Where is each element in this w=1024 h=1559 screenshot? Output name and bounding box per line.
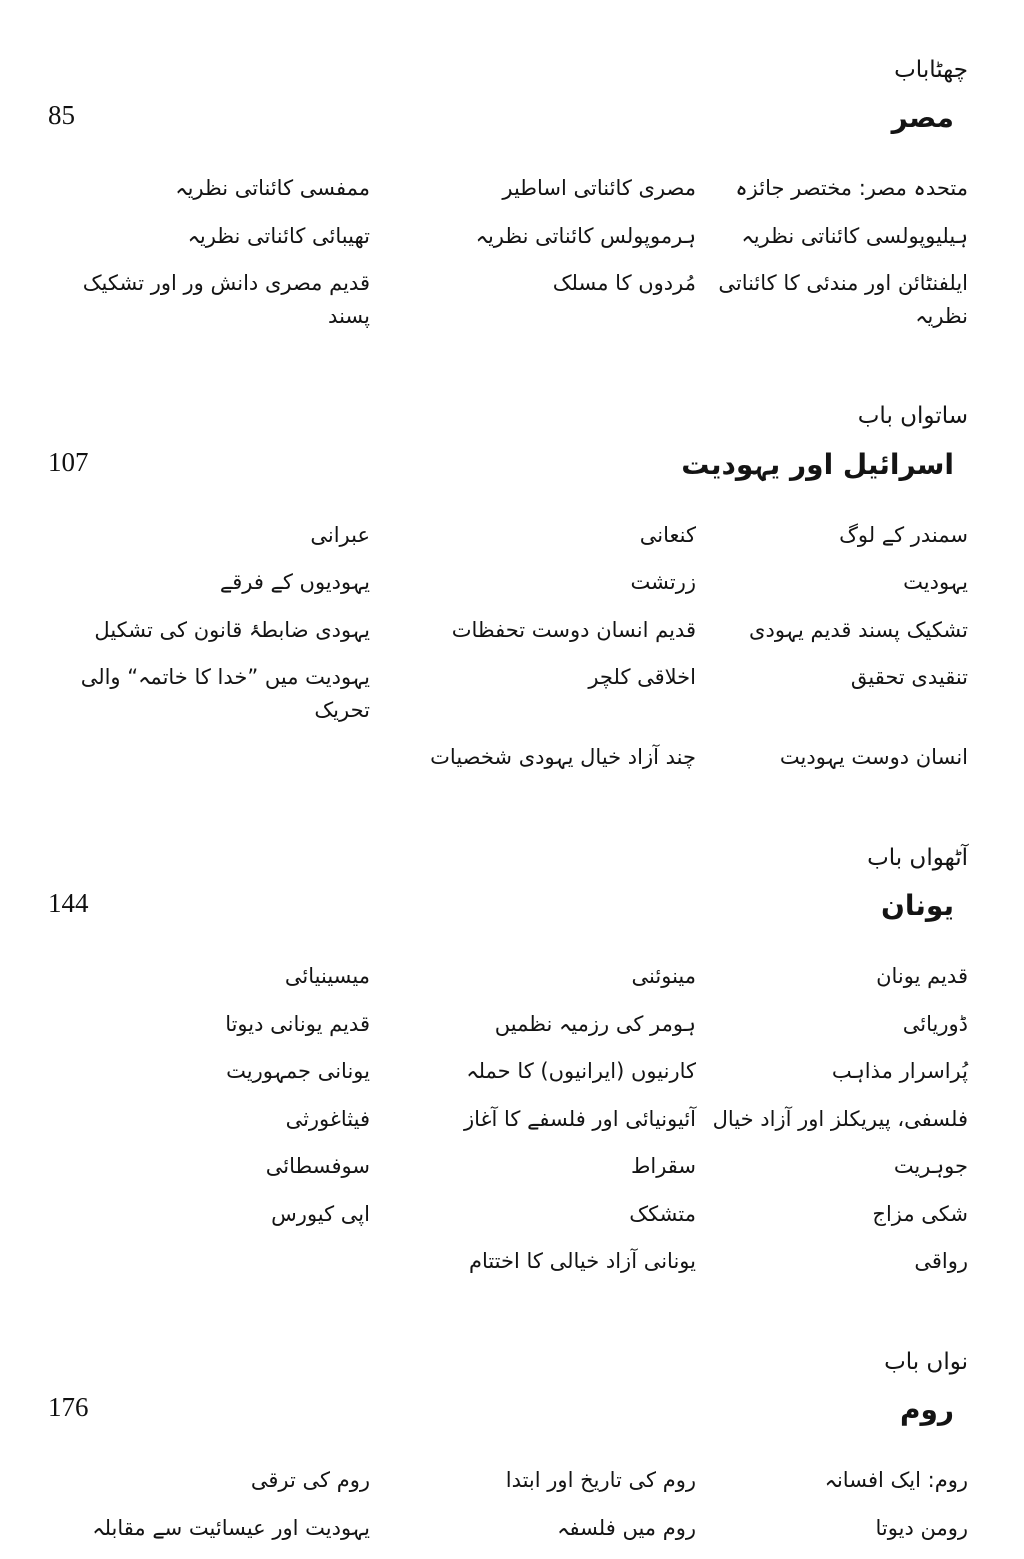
toc-entry: فلسفی، پیریکلز اور آزاد خیال — [712, 1106, 968, 1131]
toc-entry: انسان دوست یہودیت — [779, 745, 968, 770]
toc-entry: کارنیوں (ایرانیوں) کا حملہ — [466, 1059, 696, 1084]
toc-entry: سقراط — [630, 1154, 696, 1179]
toc-entry: قدیم یونانی دیوتا — [225, 1011, 370, 1036]
toc-entry: تنقیدی تحقیق — [850, 665, 968, 690]
chapter-title: اسرائیل اور یہودیت — [681, 447, 954, 481]
toc-row — [40, 1245, 968, 1278]
toc-entry: رواقی — [914, 1249, 968, 1274]
toc-entry: شکی مزاج — [872, 1201, 968, 1226]
toc-entry: سوفسطائی — [265, 1154, 370, 1179]
toc-entry: تشکیک پسند قدیم یہودی — [749, 617, 968, 642]
chapter-section-6 — [40, 54, 968, 332]
toc-entry: روم: ایک افسانہ — [824, 1468, 968, 1493]
toc-entry: یہودیت — [903, 570, 968, 595]
chapter-label: آٹھواں باب — [867, 844, 968, 871]
toc-entry: ہیلیوپولسی کائناتی نظریہ — [741, 223, 968, 248]
toc-entry: یونانی جمہوریت — [226, 1059, 370, 1084]
toc-entry: اپی کیورس — [271, 1201, 370, 1226]
toc-row — [40, 1512, 968, 1545]
chapter-title-row — [40, 886, 968, 930]
toc-row — [40, 960, 968, 993]
chapter-header — [40, 842, 968, 930]
toc-rows — [40, 519, 968, 774]
chapter-label: نواں باب — [884, 1348, 968, 1375]
toc-entry: اخلاقی کلچر — [588, 665, 696, 690]
toc-entry: روم میں فلسفہ — [557, 1515, 696, 1540]
chapter-section-7 — [40, 400, 968, 773]
toc-row — [40, 1464, 968, 1497]
toc-row — [40, 172, 968, 205]
toc-entry: رومن دیوتا — [875, 1515, 968, 1540]
chapter-label: چھٹاباب — [894, 57, 968, 83]
toc-row — [40, 1103, 968, 1136]
toc-row — [40, 661, 968, 726]
toc-entry: زرتشت — [630, 570, 696, 595]
toc-row — [40, 741, 968, 774]
toc-entry: مصری کائناتی اساطیر — [502, 176, 696, 201]
toc-entry: مینوئنی — [631, 964, 696, 989]
toc-rows — [40, 172, 968, 332]
toc-entry: ہرموپولس کائناتی نظریہ — [475, 223, 696, 248]
toc-rows — [40, 1464, 968, 1544]
toc-row — [40, 1198, 968, 1231]
toc-entry: پُراسرار مذاہب — [831, 1059, 968, 1084]
toc-entry: مُردوں کا مسلک — [552, 271, 696, 296]
toc-entry: آئیونیائی اور فلسفے کا آغاز — [463, 1106, 696, 1131]
toc-entry: سمندر کے لوگ — [839, 522, 968, 547]
chapter-section-8 — [40, 842, 968, 1278]
toc-entry: چند آزاد خیال یہودی شخصیات — [430, 745, 696, 770]
chapter-title: روم — [899, 1393, 954, 1427]
chapter-section-9 — [40, 1346, 968, 1544]
toc-entry: یہودیت اور عیسائیت سے مقابلہ — [92, 1515, 370, 1540]
toc-entry: ممفسی کائناتی نظریہ — [175, 176, 370, 201]
page-number: 144 — [48, 888, 89, 919]
toc-entry: قدیم انسان دوست تحفظات — [451, 617, 696, 642]
chapter-header — [40, 54, 968, 142]
toc-row — [40, 614, 968, 647]
toc-entry: میسینیائی — [284, 964, 370, 989]
chapter-title: یونان — [881, 889, 954, 923]
chapter-title-row — [40, 1390, 968, 1434]
toc-row — [40, 267, 968, 332]
toc-entry: یہودیت میں ”خدا کا خاتمہ“ والی تحریک — [80, 665, 370, 722]
toc-entry: عبرانی — [310, 522, 370, 547]
toc-row — [40, 1150, 968, 1183]
toc-entry: قدیم یونان — [876, 964, 968, 989]
toc-entry: یہودیوں کے فرقے — [219, 570, 370, 595]
page-number: 176 — [48, 1392, 89, 1423]
toc-entry: ایلفنٹائن اور مندئی کا کائناتی نظریہ — [718, 271, 968, 328]
toc-entry: یہودی ضابطۂ قانون کی تشکیل — [94, 617, 370, 642]
toc-entry: روم کی ترقی — [250, 1468, 370, 1493]
toc-row — [40, 220, 968, 253]
chapter-label: ساتواں باب — [857, 403, 968, 430]
toc-entry: فیثاغورثی — [285, 1106, 370, 1131]
toc-entry: متشکک — [629, 1201, 696, 1226]
chapter-title: مصر — [891, 101, 954, 135]
toc-row — [40, 519, 968, 552]
toc-entry: تھیبائی کائناتی نظریہ — [187, 223, 370, 248]
chapter-header — [40, 1346, 968, 1434]
chapter-title-row — [40, 445, 968, 489]
toc-row — [40, 1008, 968, 1041]
chapter-title-row — [40, 98, 968, 142]
page-number: 107 — [48, 446, 89, 477]
toc-entry: ہومر کی رزمیہ نظمیں — [494, 1011, 696, 1036]
page-number: 85 — [48, 100, 75, 131]
toc-rows — [40, 960, 968, 1278]
chapter-header — [40, 400, 968, 488]
toc-row — [40, 566, 968, 599]
toc-entry: جوہریت — [893, 1154, 968, 1179]
toc-entry: متحدہ مصر: مختصر جائزہ — [735, 176, 968, 201]
toc-row — [40, 1055, 968, 1088]
toc-entry: یونانی آزاد خیالی کا اختتام — [468, 1249, 696, 1274]
toc-entry: ڈوریائی — [902, 1011, 968, 1036]
toc-entry: کنعانی — [639, 522, 696, 547]
toc-entry: قدیم مصری دانش ور اور تشکیک پسند — [82, 271, 370, 328]
toc-entry: روم کی تاریخ اور ابتدا — [505, 1468, 696, 1493]
